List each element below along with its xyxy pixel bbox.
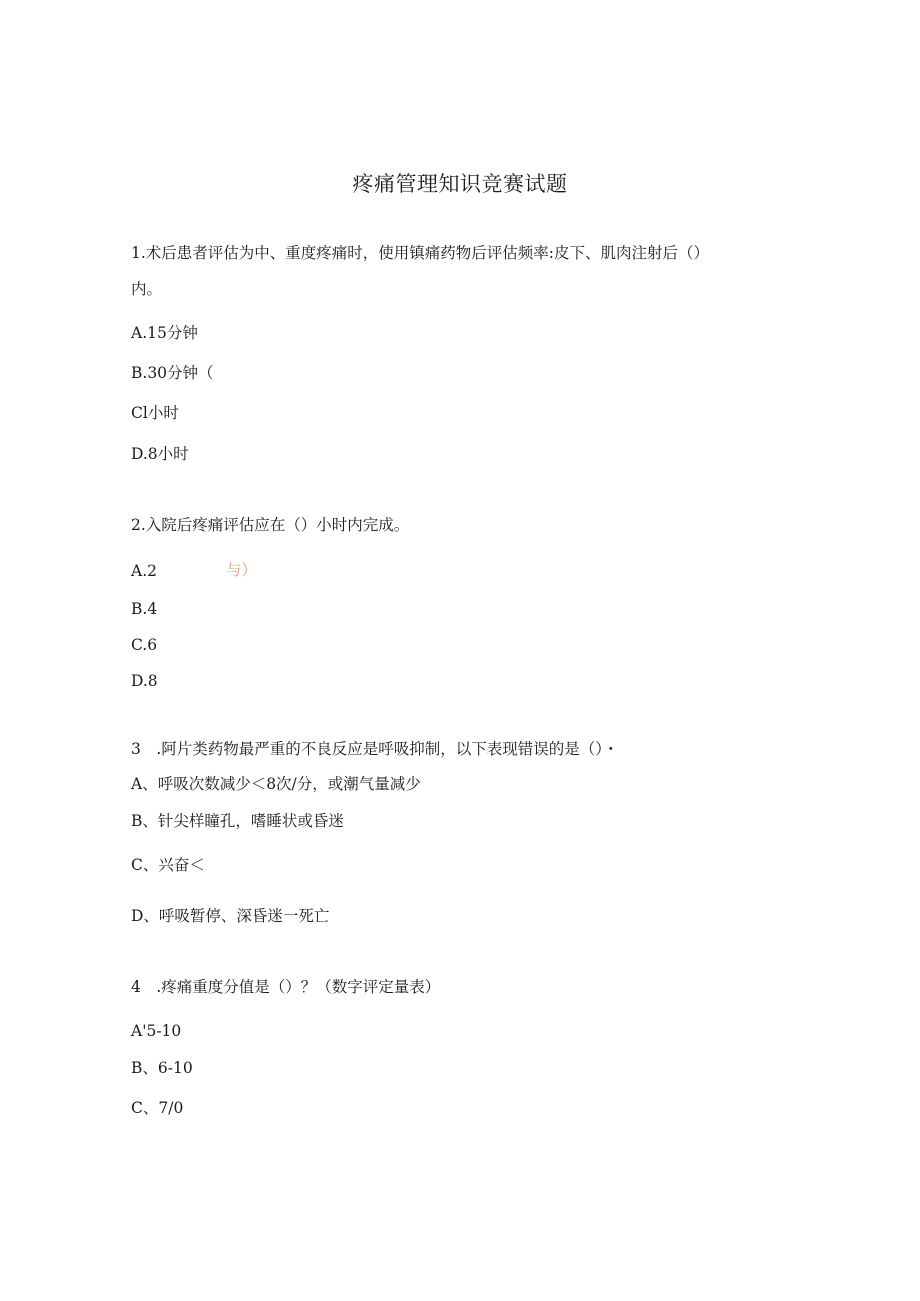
question-3-option-d: D、呼吸暂停、深昏迷一死亡 <box>131 907 330 925</box>
question-2-option-a: A.2 <box>131 562 157 580</box>
question-3-stem: 3 .阿片类药物最严重的不良反应是呼吸抑制，以下表现错误的是（）・ <box>131 740 619 758</box>
question-4-stem: 4 .疼痛重度分值是（）？（数字评定量表） <box>131 978 441 996</box>
question-4-option-b: B、6-10 <box>131 1059 193 1077</box>
question-1-option-a: A.15分钟 <box>131 324 198 342</box>
question-3-option-c: C、兴奋＜ <box>131 856 205 874</box>
question-4-option-c: C、7/0 <box>131 1099 184 1117</box>
question-1-option-d: D.8小时 <box>131 445 189 463</box>
question-1-option-c: Cl小时 <box>131 404 179 422</box>
question-3-option-b: B、针尖样瞳孔，嗜睡状或昏迷 <box>131 812 344 830</box>
question-2-option-d: D.8 <box>131 672 158 690</box>
question-4-option-a: A'5-10 <box>131 1022 182 1040</box>
question-2-option-b: B.4 <box>131 600 158 618</box>
page-title: 疼痛管理知识竞赛试题 <box>352 172 568 196</box>
question-2-stem: 2.入院后疼痛评估应在（）小时内完成。 <box>131 516 410 534</box>
question-1-stem: 1.术后患者评估为中、重度疼痛时，使用镇痛药物后评估频率:皮下、肌肉注射后（） <box>131 244 710 262</box>
question-1-stem-cont: 内。 <box>131 280 163 298</box>
stray-mark: 与） <box>226 561 258 579</box>
question-1-option-b: B.30分钟（ <box>131 364 214 382</box>
question-3-option-a: A、呼吸次数减少＜8次/分，或潮气量减少 <box>131 775 421 793</box>
question-2-option-c: C.6 <box>131 636 158 654</box>
